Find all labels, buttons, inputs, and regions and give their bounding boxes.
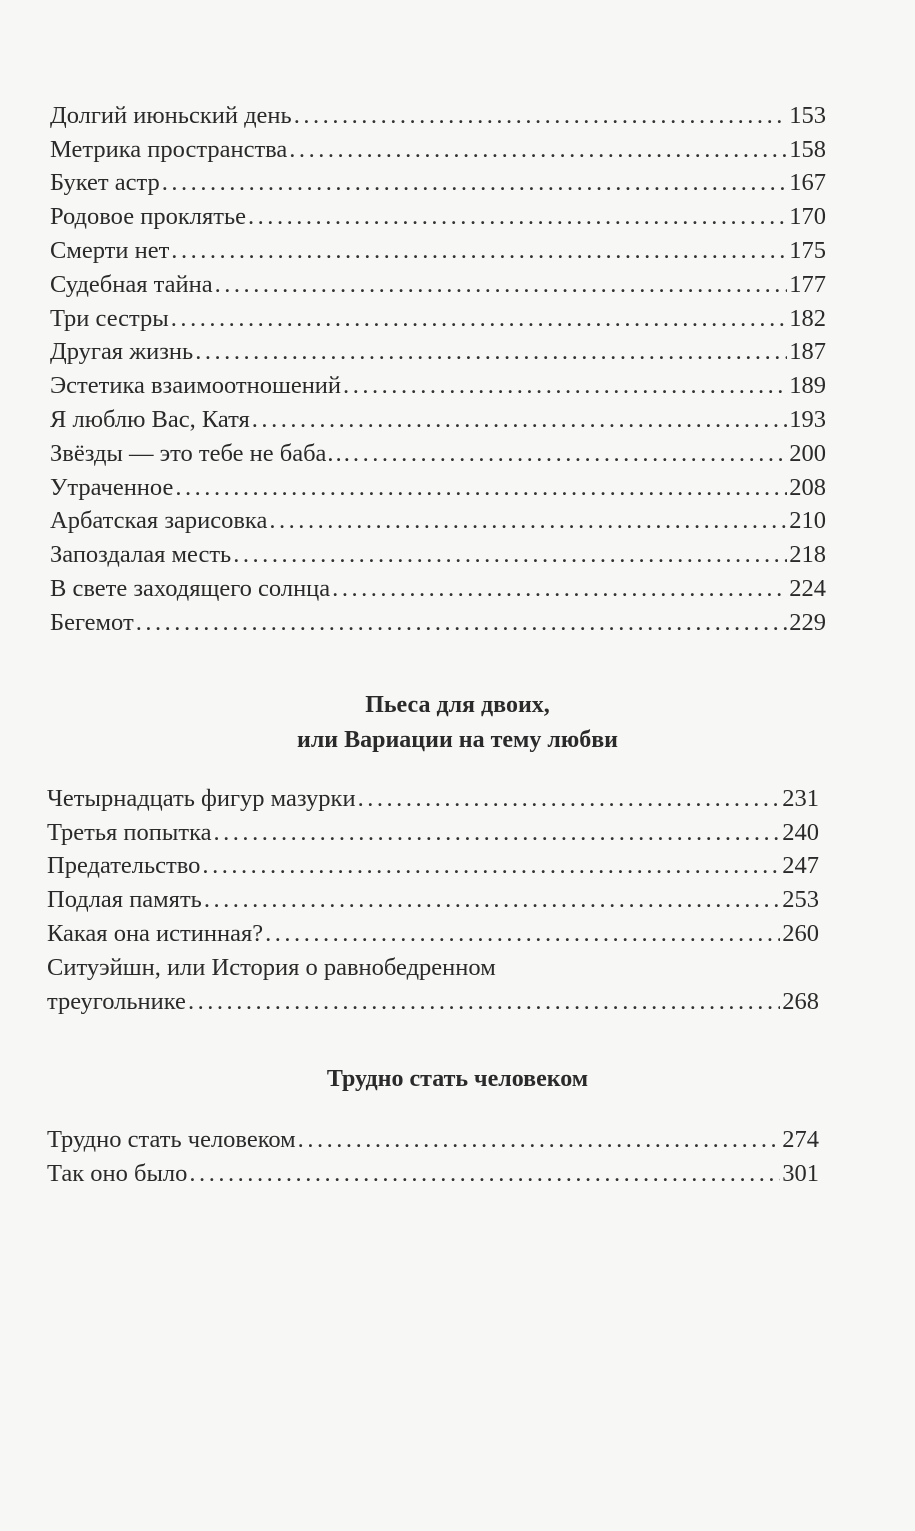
entry-page: 253 bbox=[782, 886, 819, 914]
entry-title: Так оно было bbox=[47, 1159, 188, 1187]
toc-entry[interactable] bbox=[50, 165, 826, 199]
dot-leader bbox=[289, 135, 787, 165]
entry-title: Бегемот bbox=[50, 608, 134, 636]
entry-title: Трудно стать человеком bbox=[47, 1125, 296, 1153]
toc-section-stories bbox=[50, 97, 826, 638]
entry-title: Арбатская зарисовка bbox=[50, 507, 268, 535]
entry-title: Запоздалая месть bbox=[50, 541, 232, 569]
entry-title: Ситуэйшн, или История о равнобедренном bbox=[47, 953, 496, 981]
entry-title: Букет астр bbox=[50, 169, 160, 197]
entry-page: 175 bbox=[789, 236, 826, 264]
toc-entry[interactable] bbox=[50, 536, 826, 570]
entry-title: В свете заходящего солнца bbox=[50, 574, 331, 602]
entry-page: 182 bbox=[789, 304, 826, 332]
entry-page: 200 bbox=[789, 439, 826, 467]
entry-page: 218 bbox=[789, 541, 826, 569]
entry-title: Смерти нет bbox=[50, 236, 170, 264]
toc-entry[interactable] bbox=[50, 232, 826, 266]
entry-page: 170 bbox=[789, 203, 826, 231]
entry-page: 224 bbox=[789, 574, 826, 602]
toc-entry[interactable] bbox=[50, 131, 826, 165]
toc-entry[interactable] bbox=[50, 198, 826, 232]
dot-leader bbox=[213, 818, 780, 848]
toc-entry[interactable] bbox=[50, 435, 826, 469]
dot-leader bbox=[189, 1159, 780, 1189]
entry-page: 231 bbox=[782, 784, 819, 812]
entry-title: Утраченное bbox=[50, 473, 174, 501]
toc-entry-continued[interactable] bbox=[47, 983, 819, 1017]
dot-leader bbox=[358, 784, 781, 814]
entry-page: 208 bbox=[789, 473, 826, 501]
toc-entry[interactable] bbox=[47, 780, 819, 814]
entry-page: 177 bbox=[789, 270, 826, 298]
toc-entry[interactable] bbox=[50, 469, 826, 503]
entry-title: Я люблю Вас, Катя bbox=[50, 405, 250, 433]
toc-section-play bbox=[47, 780, 819, 1017]
section-heading: Трудно стать человеком bbox=[326, 1066, 589, 1092]
entry-title: Третья попытка bbox=[47, 818, 212, 846]
entry-page: 167 bbox=[789, 169, 826, 197]
toc-entry[interactable] bbox=[50, 334, 826, 368]
toc-entry[interactable] bbox=[47, 848, 819, 882]
dot-leader bbox=[215, 270, 788, 300]
section-heading-line1: Пьеса для двоих, bbox=[365, 692, 550, 718]
entry-title: Предательство bbox=[47, 852, 201, 880]
entry-page: 153 bbox=[789, 101, 826, 129]
toc-entry[interactable] bbox=[50, 604, 826, 638]
dot-leader bbox=[175, 473, 787, 503]
entry-title: Три сестры bbox=[50, 304, 169, 332]
dot-leader bbox=[171, 236, 787, 266]
dot-leader bbox=[202, 851, 780, 881]
toc-entry[interactable] bbox=[50, 97, 826, 131]
entry-page: 229 bbox=[789, 608, 826, 636]
dot-leader bbox=[204, 885, 780, 915]
dot-leader bbox=[248, 202, 787, 232]
entry-page: 210 bbox=[789, 507, 826, 535]
entry-page: 260 bbox=[782, 919, 819, 947]
toc-entry[interactable] bbox=[47, 881, 819, 915]
dot-leader bbox=[265, 919, 780, 949]
dot-leader bbox=[353, 439, 787, 469]
entry-title: Другая жизнь bbox=[50, 338, 194, 366]
toc-entry[interactable] bbox=[50, 570, 826, 604]
toc-entry[interactable] bbox=[50, 300, 826, 334]
toc-entry[interactable] bbox=[47, 949, 819, 983]
entry-page: 187 bbox=[789, 338, 826, 366]
dot-leader bbox=[233, 540, 787, 570]
entry-page: 240 bbox=[782, 818, 819, 846]
toc-entry[interactable] bbox=[47, 1121, 819, 1155]
entry-title: Звёзды — это тебе не баба… bbox=[50, 439, 351, 467]
dot-leader bbox=[195, 337, 787, 367]
entry-title: Родовое проклятье bbox=[50, 203, 246, 231]
entry-title: Метрика пространства bbox=[50, 135, 288, 163]
dot-leader bbox=[162, 168, 788, 198]
dot-leader bbox=[294, 101, 788, 131]
dot-leader bbox=[252, 405, 787, 435]
toc-entry[interactable] bbox=[47, 1155, 819, 1189]
entry-title: Эстетика взаимоотношений bbox=[50, 372, 342, 400]
dot-leader bbox=[343, 371, 787, 401]
toc-entry[interactable] bbox=[47, 814, 819, 848]
entry-page: 158 bbox=[789, 135, 826, 163]
dot-leader bbox=[332, 574, 787, 604]
dot-leader bbox=[188, 987, 780, 1017]
dot-leader bbox=[136, 608, 788, 638]
entry-title: Судебная тайна bbox=[50, 270, 213, 298]
entry-title-continued: треугольнике bbox=[47, 987, 186, 1015]
toc-entry[interactable] bbox=[47, 915, 819, 949]
toc-entry[interactable] bbox=[50, 503, 826, 537]
entry-title: Подлая память bbox=[47, 886, 202, 914]
entry-title: Четырнадцать фигур мазурки bbox=[47, 784, 356, 812]
toc-entry[interactable] bbox=[50, 266, 826, 300]
dot-leader bbox=[298, 1125, 781, 1155]
entry-page: 189 bbox=[789, 372, 826, 400]
entry-title: Какая она истинная? bbox=[47, 919, 264, 947]
entry-title: Долгий июньский день bbox=[50, 101, 292, 129]
toc-section-novel bbox=[47, 1121, 819, 1189]
entry-page: 301 bbox=[782, 1159, 819, 1187]
section-heading bbox=[0, 688, 915, 758]
entry-page: 268 bbox=[782, 987, 819, 1015]
entry-page: 193 bbox=[789, 405, 826, 433]
section-heading-line2: или Вариации на тему любви bbox=[297, 727, 618, 753]
dot-leader bbox=[269, 506, 787, 536]
entry-page: 274 bbox=[782, 1125, 819, 1153]
toc-entry[interactable] bbox=[50, 367, 826, 401]
entry-page: 247 bbox=[782, 852, 819, 880]
toc-entry[interactable] bbox=[50, 401, 826, 435]
dot-leader bbox=[171, 304, 787, 334]
